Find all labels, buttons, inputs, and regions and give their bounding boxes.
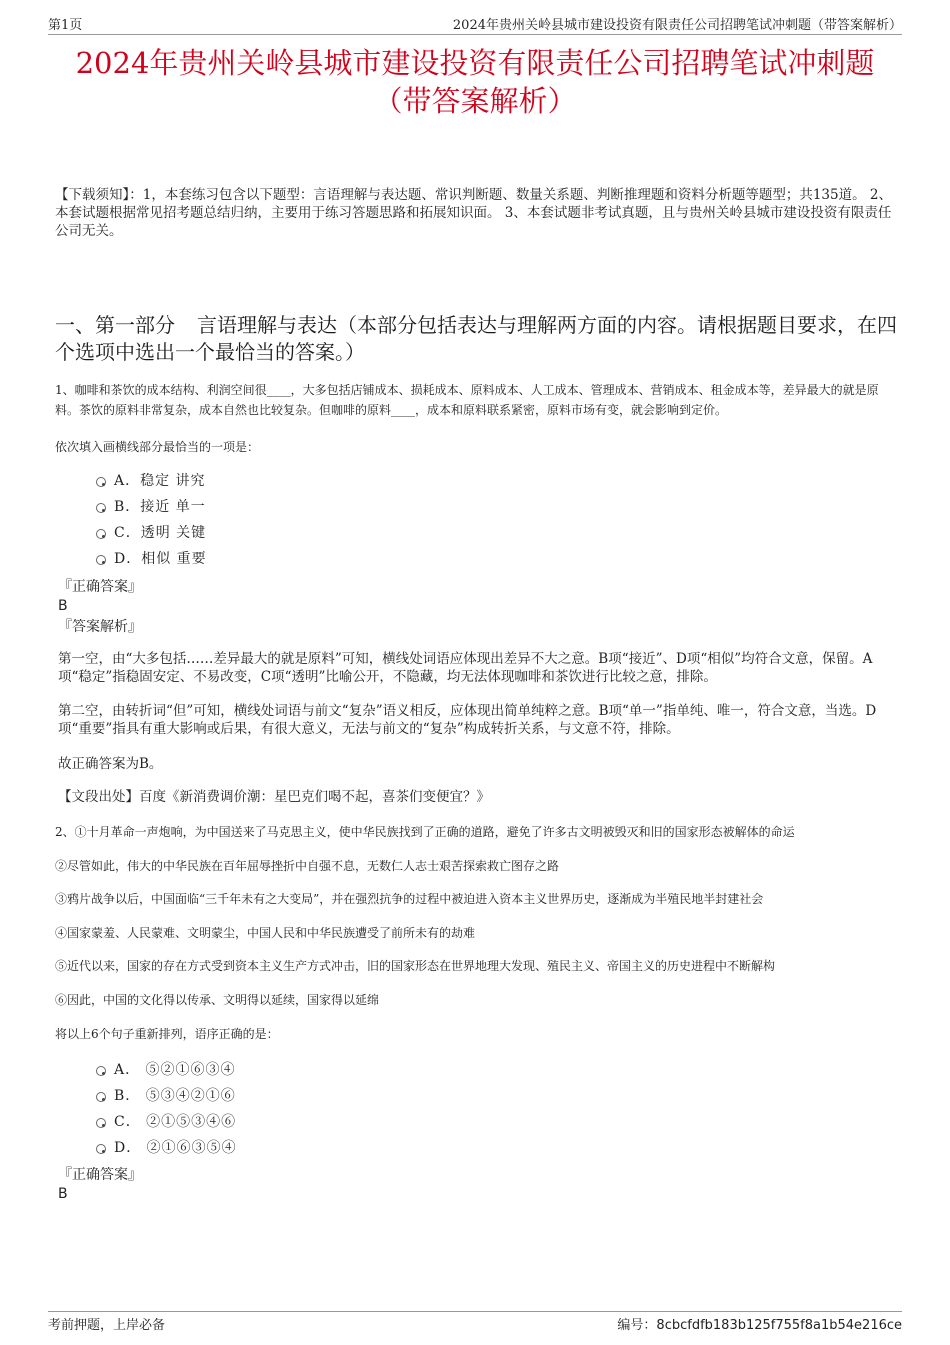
radio-icon[interactable] (96, 1092, 106, 1102)
q1-answer-label: 『正确答案』 (58, 579, 142, 595)
radio-icon[interactable] (96, 477, 106, 487)
q1-analysis-label: 『答案解析』 (58, 619, 142, 635)
q1-answer: B (58, 598, 68, 614)
q2-prompt: 将以上6个句子重新排列，语序正确的是： (55, 1027, 279, 1041)
footer-code-label: 编号： (617, 1318, 657, 1333)
page-number: 第1页 (48, 18, 83, 33)
section-part-title: 言语理解与表达（本部分包括表达与理解两方面的内容。请根据题目要求，在四个选项中选出一个最恰当的答案。） (55, 313, 897, 364)
q2-options (96, 1057, 237, 1161)
q1-source: 【文段出处】百度《新消费调价潮：星巴克们喝不起，喜茶们变便宜？》 (58, 789, 490, 805)
q1-analysis-3: 故正确答案为B。 (58, 756, 163, 772)
footer-slogan: 考前押题，上岸必备 (48, 1318, 166, 1333)
q2-sentence-3: ③鸦片战争以后，中国面临“三千年未有之大变局”，并在强烈抗争的过程中被迫进入资本主义世界历史，逐渐成为半殖民地半封建社会 (55, 892, 764, 906)
download-notice: 【下载须知】：1，本套练习包含以下题型：言语理解与表达题、常识判断题、数量关系题、判断推理题和资料分析题等题型；共135道。 2、本套试题根据常见招考题总结归纳，主要用于练习答题思路和拓展知识面。 3、本套试题非考试真题，且与贵州关岭县城市建设投资有限责任公司无关。 (55, 187, 892, 239)
q2-sentence-2: ②尽管如此，伟大的中华民族在百年屈辱挫折中自强不息，无数仁人志士艰苦探索救亡图存之路 (55, 859, 560, 873)
radio-icon[interactable] (96, 1066, 106, 1076)
section-part-label: 一、第一部分 (55, 313, 175, 337)
radio-icon[interactable] (96, 1144, 106, 1154)
q1-option-d[interactable]: D．相似 重要 (96, 546, 207, 572)
q2-sentence-6: ⑥因此，中国的文化得以传承、文明得以延续，国家得以延绵 (55, 993, 380, 1007)
q2-option-b[interactable]: B． ⑤③④②①⑥ (96, 1083, 237, 1109)
q2-answer: B (58, 1186, 68, 1202)
q2-sentence-1: 2、①十月革命一声炮响，为中国送来了马克思主义，使中华民族找到了正确的道路，避免了许多古文明被毁灭和旧的国家形态被解体的命运 (55, 825, 795, 839)
q1-stem: 1、咖啡和茶饮的成本结构、利润空间很____，大多包括店铺成本、损耗成本、原料成本、人工成本、管理成本、营销成本、租金成本等，差异最大的就是原料。茶饮的原料非常复杂，成本自然也比较复杂。但咖啡的原料____，成本和原料联系紧密，原料市场有变，就会影响到定价。 (55, 383, 879, 417)
header-doc-title: 2024年贵州关岭县城市建设投资有限责任公司招聘笔试冲刺题（带答案解析） (452, 18, 902, 33)
q2-option-c[interactable]: C． ②①⑤③④⑥ (96, 1109, 237, 1135)
footer-code (617, 1314, 902, 1333)
title-line-1: 2024年贵州关岭县城市建设投资有限责任公司招聘笔试冲刺题 (75, 46, 875, 80)
footer-code-value: 8cbcfdfb183b125f755f8a1b54e216ce (656, 1318, 902, 1333)
q2-option-d[interactable]: D． ②①⑥③⑤④ (96, 1135, 237, 1161)
page-header (48, 14, 902, 35)
title-line-2: （带答案解析） (373, 84, 577, 118)
q1-option-b[interactable]: B．接近 单一 (96, 494, 207, 520)
radio-icon[interactable] (96, 1118, 106, 1128)
q2-option-a[interactable]: A． ⑤②①⑥③④ (96, 1057, 237, 1083)
radio-icon[interactable] (96, 529, 106, 539)
page-footer (48, 1311, 902, 1333)
q2-sentence-5: ⑤近代以来，国家的存在方式受到资本主义生产方式冲击，旧的国家形态在世界地理大发现、殖民主义、帝国主义的历史进程中不断解构 (55, 959, 776, 973)
q1-option-c[interactable]: C．透明 关键 (96, 520, 207, 546)
q1-option-a[interactable]: A．稳定 讲究 (96, 468, 207, 494)
q1-analysis-1: 第一空，由“大多包括……差异最大的就是原料”可知，横线处词语应体现出差异不大之意。B项“接近”、D项“相似”均符合文意，保留。A项“稳定”指稳固安定、不易改变，C项“透明”比喻公开，不隐藏，均无法体现咖啡和茶饮进行比较之意，排除。 (58, 651, 873, 685)
q1-prompt: 依次填入画横线部分最恰当的一项是： (55, 440, 260, 454)
q2-answer-label: 『正确答案』 (58, 1167, 142, 1183)
radio-icon[interactable] (96, 503, 106, 513)
document-title (40, 44, 910, 120)
section-heading (55, 312, 898, 366)
radio-icon[interactable] (96, 555, 106, 565)
q1-analysis-2: 第二空，由转折词“但”可知，横线处词语与前文“复杂”语义相反，应体现出简单纯粹之意。B项“单一”指单纯、唯一，符合文意，当选。D项“重要”指具有重大影响或后果，有很大意义，无法与前文的“复杂”构成转折关系，与文意不符，排除。 (58, 703, 877, 737)
q1-options (96, 468, 207, 572)
q2-sentence-4: ④国家蒙羞、人民蒙难、文明蒙尘，中国人民和中华民族遭受了前所未有的劫难 (55, 926, 476, 940)
